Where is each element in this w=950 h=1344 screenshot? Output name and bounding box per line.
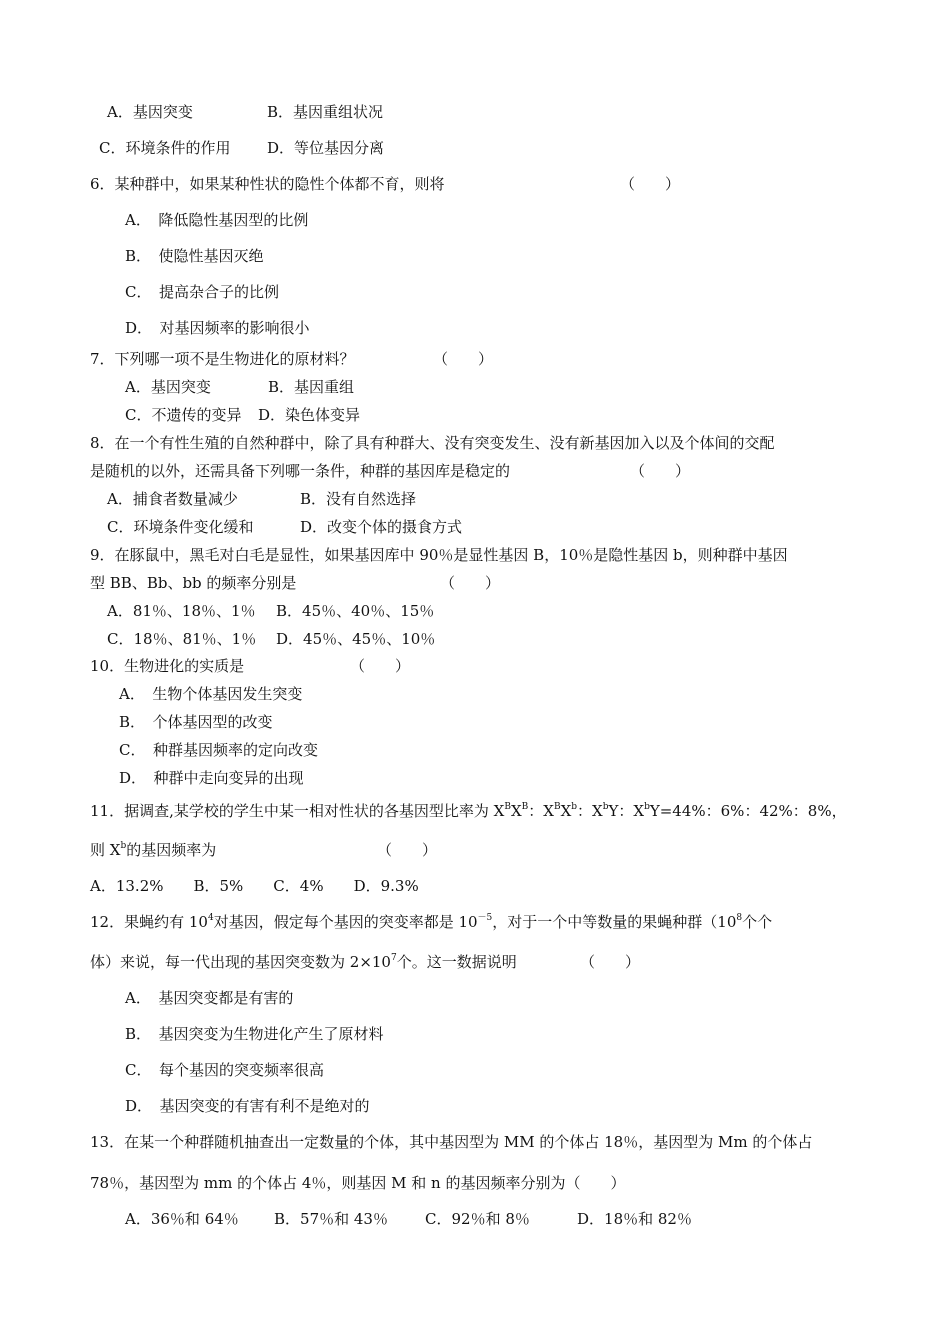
q6-option-c: C． 提高杂合子的比例: [125, 283, 279, 301]
q8-option-d: D．改变个体的摄食方式: [300, 518, 463, 536]
q5-option-b: B．基因重组状况: [267, 103, 384, 121]
q10-option-a: A． 生物个体基因发生突变: [119, 685, 303, 703]
q6-answer-paren: （ ）: [620, 175, 681, 193]
q9-option-b: B．45％、40％、15％: [276, 602, 435, 620]
q7-option-d: D．染色体变异: [258, 406, 361, 424]
q8-option-c: C．环境条件变化缓和: [107, 518, 254, 536]
q13-stem-line2: 78％，基因型为 mm 的个体占 4％，则基因 M 和 n 的基因频率分别为（ ）: [90, 1174, 626, 1192]
q13-option-b: B．57％和 43％: [274, 1210, 388, 1228]
q9-option-a: A．81％、18％、1％: [107, 602, 256, 620]
q7-answer-paren: （ ）: [433, 350, 494, 368]
q7-option-c: C．不遗传的变异: [125, 406, 242, 424]
q6-option-d: D． 对基因频率的影响很小: [125, 319, 310, 337]
q10-option-c: C． 种群基因频率的定向改变: [119, 741, 318, 759]
q11-stem-line1: 11．据调查,某学校的学生中某一相对性状的各基因型比率为 $X^BX^B$：$X^BX^b$：$X^bY$：$X^bY=44\%$：6%：42%：8%，: [90, 802, 847, 820]
q8-option-b: B．没有自然选择: [300, 490, 417, 508]
q9-answer-paren: （ ）: [440, 574, 501, 592]
q5-option-a: A．基因突变: [107, 103, 193, 121]
q8-stem-line2: 是随机的以外，还需具备下列哪一条件，种群的基因库是稳定的: [90, 462, 511, 480]
q12-option-b: B． 基因突变为生物进化产生了原材料: [125, 1025, 384, 1043]
q12-option-c: C． 每个基因的突变频率很高: [125, 1061, 324, 1079]
q13-option-d: D．18％和 82％: [577, 1210, 692, 1228]
q8-option-a: A．捕食者数量减少: [107, 490, 238, 508]
q5-option-d: D．等位基因分离: [267, 139, 385, 157]
q12-stem-line1: 12．果蝇约有 $10^4$对基因，假定每个基因的突变率都是 $10^{-5}$，对于一个中等数量的果蝇种群（$10^8$个个: [90, 913, 773, 931]
q13-stem-line1: 13．在某一个种群随机抽查出一定数量的个体，其中基因型为 MM 的个体占 18％，基因型为 Mm 的个体占: [90, 1133, 813, 1151]
q12-option-d: D． 基因突变的有害有利不是绝对的: [125, 1097, 370, 1115]
q7-stem: 7．下列哪一项不是生物进化的原材料？: [90, 350, 355, 368]
q12-option-a: A． 基因突变都是有害的: [125, 989, 294, 1007]
q6-option-a: A． 降低隐性基因型的比例: [125, 211, 309, 229]
q8-stem-line1: 8．在一个有性生殖的自然种群中，除了具有种群大、没有突变发生、没有新基因加入以及个体间的交配: [90, 434, 775, 452]
q11-stem-line2: 则 $X^b$的基因频率为: [90, 841, 217, 859]
q12-stem-line2: 体）来说，每一代出现的基因突变数为 $2\times 10^7$个。这一数据说明: [90, 953, 517, 971]
q9-option-d: D．45％、45％、10％: [276, 630, 436, 648]
q9-stem-line2: 型 BB、Bb、bb 的频率分别是: [90, 574, 297, 592]
q6-stem: 6．某种群中，如果某种性状的隐性个体都不育，则将: [90, 175, 445, 193]
q10-stem: 10．生物进化的实质是: [90, 657, 245, 675]
q13-option-a: A．36％和 64％: [125, 1210, 239, 1228]
q6-option-b: B． 使隐性基因灭绝: [125, 247, 264, 265]
q7-option-b: B．基因重组: [268, 378, 355, 396]
q11-answer-paren: （ ）: [377, 841, 438, 859]
q10-option-d: D． 种群中走向变异的出现: [119, 769, 304, 787]
q8-answer-paren: （ ）: [630, 462, 691, 480]
q12-answer-paren: （ ）: [580, 953, 641, 971]
q13-option-c: C．92％和 8％: [425, 1210, 530, 1228]
q9-stem-line1: 9．在豚鼠中，黑毛对白毛是显性，如果基因库中 90％是显性基因 B，10％是隐性基因 b，则种群中基因: [90, 546, 788, 564]
q10-option-b: B． 个体基因型的改变: [119, 713, 273, 731]
q7-option-a: A．基因突变: [125, 378, 211, 396]
q11-options: A．13.2% B．5% C．4% D．9.3%: [90, 877, 419, 895]
q5-option-c: C．环境条件的作用: [99, 139, 231, 157]
q9-option-c: C．18％、81％、1％: [107, 630, 257, 648]
q10-answer-paren: （ ）: [350, 657, 411, 675]
